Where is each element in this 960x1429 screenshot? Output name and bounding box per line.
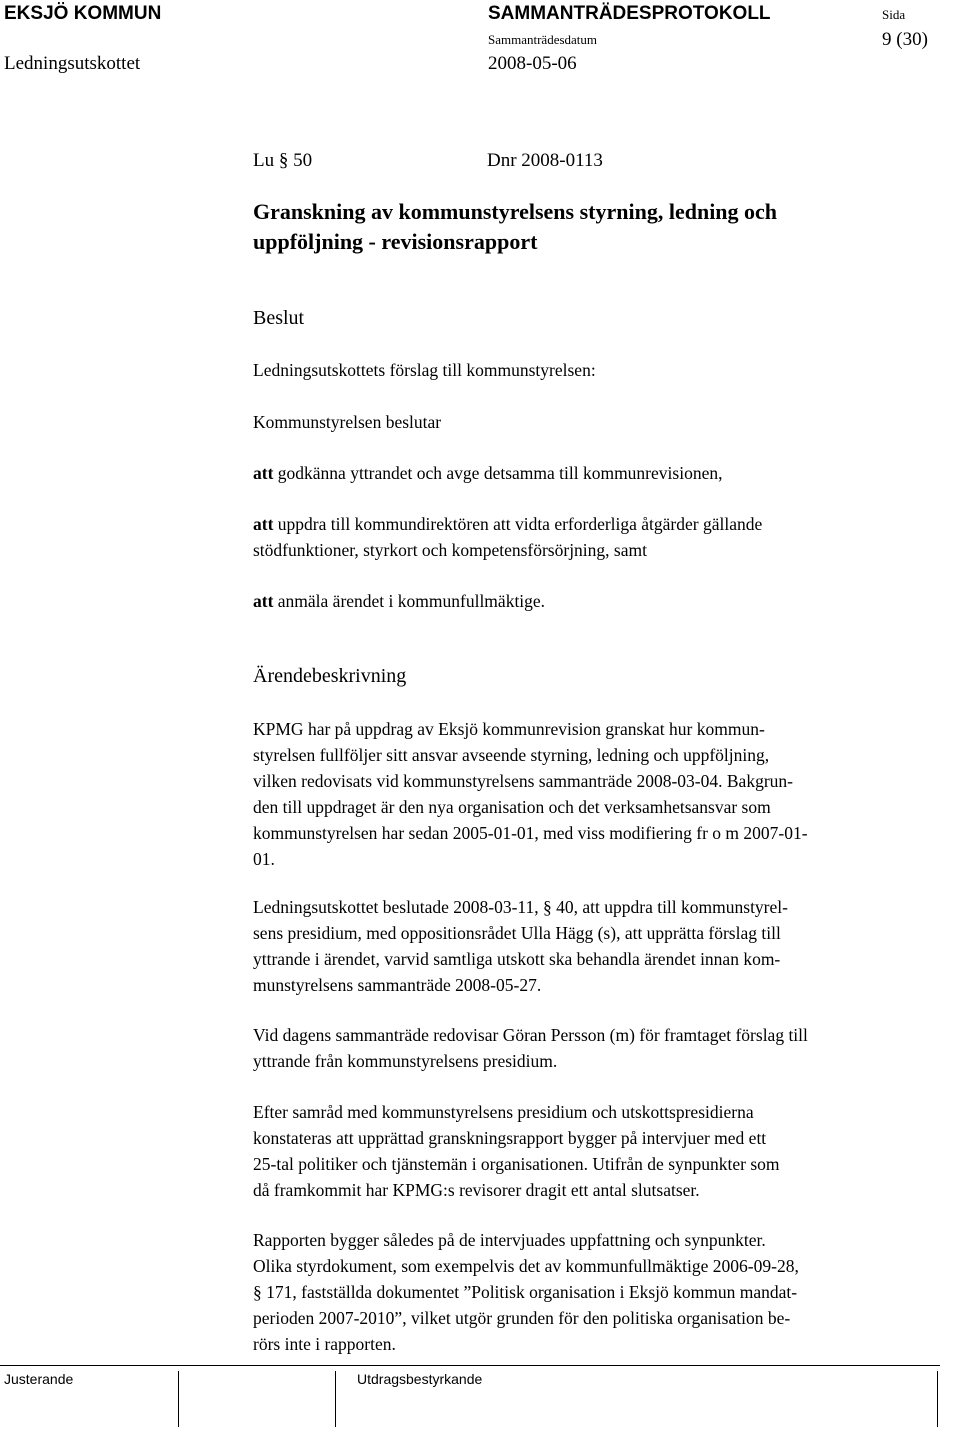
description-paragraph-1: KPMG har på uppdrag av Eksjö kommunrevision granskat hur kommun- styrelsen fullföljer sitt ansvar avseende styrning, ledning och uppföljning, vilken redovisats vid kommunstyrelsens sammanträde 2008-03-04. Bakgrun- den till uppdraget är den nya organisation och det verksamhetsansvar som kommunstyrelsen har sedan 2005-01-01, med viss modifiering fr o m 2007-01- 01. xyxy=(253,719,808,869)
footer-utdragsbestyrkande-label: Utdragsbestyrkande xyxy=(357,1371,483,1387)
page-number: 9 (30) xyxy=(882,29,928,50)
decision-heading: Beslut xyxy=(253,307,305,329)
description-heading: Ärendebeskrivning xyxy=(253,665,407,687)
signature-box-divider xyxy=(178,1371,179,1427)
signature-box-divider xyxy=(335,1371,336,1427)
description-paragraph-2: Ledningsutskottet beslutade 2008-03-11, § 40, att uppdra till kommunstyrel- sens presidium, med oppositionsrådet Ulla Hägg (s), att upprätta förslag till yttrande i ärendet, varvid samtliga utskott ska behandla ärendet innan kom- munstyrelsens sammanträde 2008-05-27. xyxy=(253,897,788,995)
page-label: Sida xyxy=(882,7,906,22)
decision-item-2-line-2: stödfunktioner, styrkort och kompetensförsörjning, samt xyxy=(253,540,647,560)
decision-intro: Ledningsutskottets förslag till kommunstyrelsen: xyxy=(253,360,596,380)
document-type: SAMMANTRÄDESPROTOKOLL xyxy=(488,3,771,24)
decision-item-1: att godkänna yttrandet och avge detsamma till kommunrevisionen, xyxy=(253,463,723,483)
description-paragraph-4: Efter samråd med kommunstyrelsens presidium och utskottspresidierna konstateras att upprättad granskningsrapport bygger på intervjuer med ett 25-tal politiker och tjänstemän i organisationen. Utifrån de synpunkter som då framkommit har KPMG:s revisorer dragit ett antal slutsatser. xyxy=(253,1102,780,1200)
case-title-line-1: Granskning av kommunstyrelsens styrning, ledning och xyxy=(253,199,778,224)
case-title-line-2: uppföljning - revisionsrapport xyxy=(253,229,538,254)
att-keyword: att xyxy=(253,591,274,611)
municipality-name: EKSJÖ KOMMUN xyxy=(4,3,162,24)
case-number: Lu § 50 xyxy=(253,150,313,171)
committee-name: Ledningsutskottet xyxy=(4,53,141,74)
description-paragraph-5: Rapporten bygger således på de intervjuades uppfattning och synpunkter. Olika styrdokument, som exempelvis det av kommunfullmäktige 2006-09-28, § 171, fastställda dokumentet ”Politisk organisation i Eksjö kommun mandat- perioden 2007-2010”, vilket utgör grunden för den politiska organisation be- rörs inte i rapporten. xyxy=(253,1230,799,1354)
footer-justerande-label: Justerande xyxy=(4,1371,74,1387)
decision-sub-intro: Kommunstyrelsen beslutar xyxy=(253,412,442,432)
att-keyword: att xyxy=(253,514,274,534)
att-keyword: att xyxy=(253,463,274,483)
decision-item-3: att anmäla ärendet i kommunfullmäktige. xyxy=(253,591,546,611)
decision-item-2-line-1: att uppdra till kommundirektören att vidta erforderliga åtgärder gällande xyxy=(253,514,763,534)
signature-box-divider xyxy=(937,1371,938,1427)
description-paragraph-3: Vid dagens sammanträde redovisar Göran Persson (m) för framtaget förslag till yttrande från kommunstyrelsens presidium. xyxy=(253,1025,808,1071)
meeting-date: 2008-05-06 xyxy=(488,53,577,74)
case-dnr: Dnr 2008-0113 xyxy=(487,150,603,171)
footer-divider xyxy=(0,1365,940,1366)
date-label: Sammanträdesdatum xyxy=(488,32,598,47)
